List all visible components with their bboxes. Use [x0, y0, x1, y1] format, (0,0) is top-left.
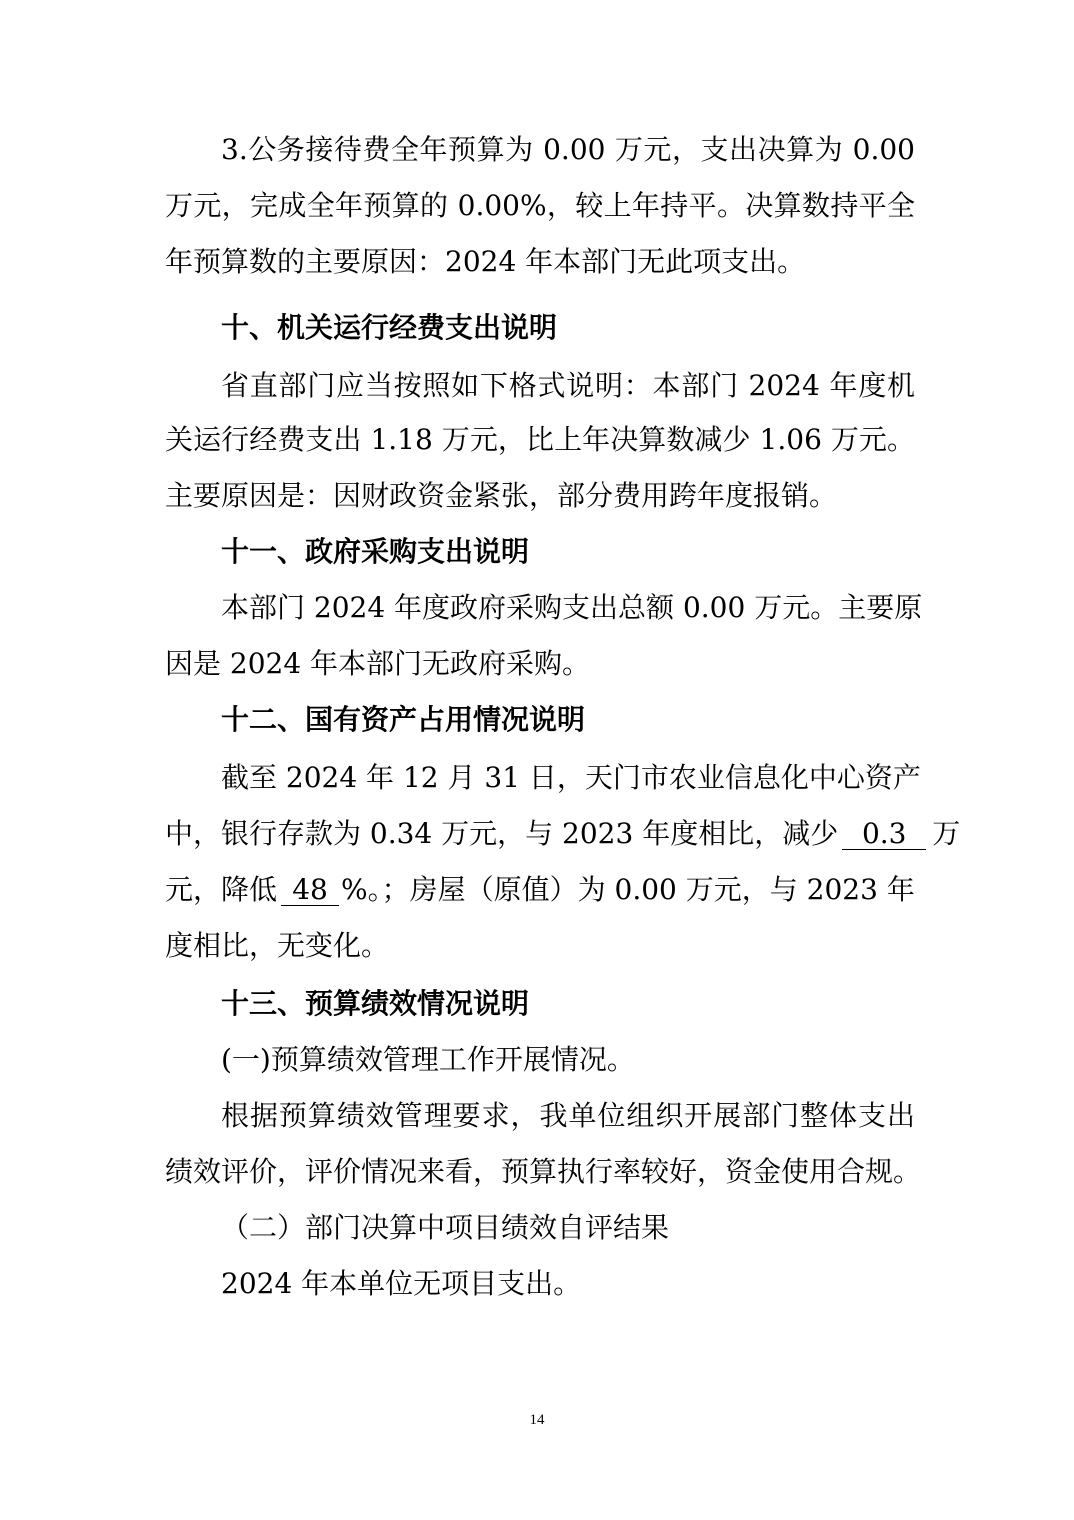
section12-line2: [165, 812, 961, 856]
section12-heading: 十二、国有资产占用情况说明: [221, 703, 586, 736]
section11-heading: 十一、政府采购支出说明: [221, 535, 530, 568]
section12-line3-prefix: 元，降低: [165, 873, 278, 906]
section10-line2: 关运行经费支出 1.18 万元，比上年决算数减少 1.06 万元。: [165, 423, 915, 456]
page-number: 14: [529, 1412, 545, 1428]
section13-sub1-line2: 绩效评价，评价情况来看，预算执行率较好，资金使用合规。: [165, 1155, 922, 1188]
section10-line3: 主要原因是：因财政资金紧张，部分费用跨年度报销。: [165, 479, 838, 512]
section12-line2-suffix: 万: [932, 817, 961, 850]
section11-line1: 本部门 2024 年度政府采购支出总额 0.00 万元。主要原: [221, 591, 923, 624]
section12-line1: 截至 2024 年 12 月 31 日，天门市农业信息化中心资产: [221, 761, 921, 794]
section13-sub1-line1: 根据预算绩效管理要求，我单位组织开展部门整体支出: [221, 1099, 915, 1132]
section12-line2-prefix: 中，银行存款为 0.34 万元，与 2023 年度相比，减少: [165, 817, 839, 850]
section13-sub2-heading: （二）部门决算中项目绩效自评结果: [221, 1211, 670, 1244]
section10-line1: 省直部门应当按照如下格式说明：本部门 2024 年度机: [221, 369, 915, 402]
item3-line2: 万元，完成全年预算的 0.00%，较上年持平。决算数持平全: [165, 189, 915, 222]
decrease-amount-blank: 0.3: [842, 819, 926, 850]
section12-line3-suffix: %。；房屋（原值）为 0.00 万元，与 2023 年: [341, 873, 915, 906]
section13-sub1-heading: (一)预算绩效管理工作开展情况。: [221, 1043, 635, 1076]
decrease-percent-blank: 48: [281, 875, 339, 906]
section11-line2: 因是 2024 年本部门无政府采购。: [165, 647, 591, 680]
item3-line1: 3.公务接待费全年预算为 0.00 万元，支出决算为 0.00: [221, 133, 915, 166]
item3-line3: 年预算数的主要原因：2024 年本部门无此项支出。: [165, 245, 806, 278]
section12-line3: [165, 868, 915, 912]
section12-line4: 度相比，无变化。: [165, 929, 390, 962]
section13-sub2-line1: 2024 年本单位无项目支出。: [221, 1267, 582, 1300]
section10-heading: 十、机关运行经费支出说明: [221, 311, 558, 344]
section13-heading: 十三、预算绩效情况说明: [221, 987, 530, 1020]
